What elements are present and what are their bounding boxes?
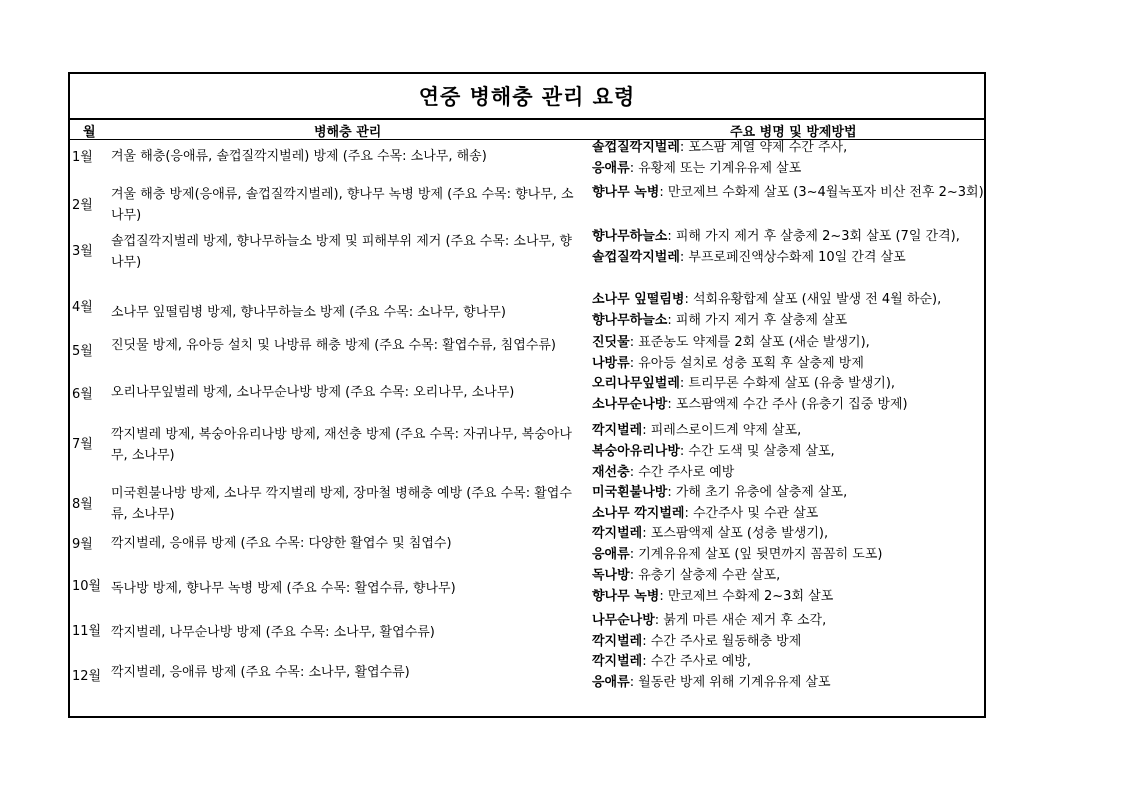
disease-name: 향나무하늘소: [592, 229, 668, 244]
method-line: [592, 158, 984, 179]
row-pest-management: 겨울 해충 방제(응애류, 솔껍질깍지벌레), 향나무 녹병 방제 (주요 수목: 향나무, 소나무): [111, 187, 574, 223]
row-method-detail: [592, 137, 984, 179]
method-line: [592, 247, 984, 268]
table-row: [70, 568, 984, 610]
method-line: [592, 482, 984, 503]
row-month: 9월: [72, 537, 93, 552]
method-line: [592, 310, 984, 331]
title-row: [70, 74, 984, 120]
method-text: : 포스팜 계열 약제 수간 주사,: [679, 140, 848, 155]
method-line: [592, 565, 984, 586]
method-text: : 피해 가지 제거 후 살충제 살포: [667, 313, 848, 328]
table-row: [70, 653, 984, 717]
row-method-detail: [592, 482, 984, 524]
method-text: : 부프로페진액상수화제 10일 간격 살포: [679, 250, 906, 265]
method-text: : 만코제브 수화제 2~3회 살포: [659, 589, 834, 604]
table-row: [70, 289, 984, 333]
method-text: : 유충기 살충제 수관 살포,: [629, 568, 781, 583]
disease-name: 소나무 깍지벌레: [592, 506, 685, 521]
row-method-detail: [592, 332, 984, 374]
row-method-detail: [592, 651, 984, 693]
pest-management-table: [68, 72, 986, 718]
table-row: [70, 610, 984, 653]
disease-name: 복숭아유리나방: [592, 444, 680, 459]
table-row: [70, 182, 984, 227]
method-line: [592, 373, 984, 394]
method-line: [592, 462, 984, 483]
disease-name: 미국흰불나방: [592, 485, 668, 500]
row-pest-management: 오리나무잎벌레 방제, 소나무순나방 방제 (주요 수목: 오리나무, 소나무): [111, 385, 515, 400]
method-text: : 포스팜액제 수간 주사 (유충기 집중 방제): [667, 397, 908, 412]
method-text: : 수간 주사로 예방: [629, 465, 735, 480]
method-line: [592, 226, 984, 247]
disease-name: 깍지벌레: [592, 634, 643, 649]
row-method-detail: [592, 182, 984, 203]
method-line: [592, 523, 984, 544]
method-text: : 수간 주사로 예방,: [642, 654, 752, 669]
disease-name: 응애류: [592, 547, 630, 562]
method-text: : 피레스로이드계 약제 살포,: [642, 423, 802, 438]
row-method-detail: [592, 610, 984, 652]
row-pest-management: 솔껍질깍지벌레 방제, 향나무하늘소 방제 및 피해부위 제거 (주요 수목: 소나무, 향나무): [111, 234, 572, 270]
method-text: : 월동란 방제 위해 기계유유제 살포: [629, 675, 831, 690]
method-line: [592, 137, 984, 158]
table-row: [70, 525, 984, 568]
table-row: [70, 483, 984, 525]
row-month: 10월: [72, 579, 102, 594]
disease-name: 깍지벌레: [592, 654, 643, 669]
table-row: [70, 333, 984, 375]
table-row: [70, 420, 984, 483]
row-method-detail: [592, 226, 984, 268]
method-line: [592, 182, 984, 203]
method-line: [592, 332, 984, 353]
row-pest-management: 깍지벌레 방제, 복숭아유리나방 방제, 재선충 방제 (주요 수목: 자귀나무, 복숭아나무, 소나무): [111, 427, 572, 463]
method-line: [592, 503, 984, 524]
row-method-detail: [592, 373, 984, 415]
disease-name: 깍지벌레: [592, 423, 643, 438]
method-text: : 유황제 또는 기계유유제 살포: [629, 161, 802, 176]
row-month: 7월: [72, 437, 93, 452]
disease-name: 재선충: [592, 465, 630, 480]
disease-name: 독나방: [592, 568, 630, 583]
page-title: 연중 병해충 관리 요령: [418, 85, 636, 109]
method-line: [592, 610, 984, 631]
row-month: 5월: [72, 344, 93, 359]
method-text: : 표준농도 약제를 2회 살포 (새순 발생기),: [629, 335, 870, 350]
disease-name: 나무순나방: [592, 613, 655, 628]
row-month: 1월: [72, 150, 93, 165]
row-month: 8월: [72, 497, 93, 512]
row-month: 6월: [72, 387, 93, 402]
disease-name: 진딧물: [592, 335, 630, 350]
row-method-detail: [592, 565, 984, 607]
row-method-detail: [592, 420, 984, 483]
disease-name: 오리나무잎벌레: [592, 376, 680, 391]
row-month: 12월: [72, 669, 102, 684]
disease-name: 나방류: [592, 356, 630, 371]
row-method-detail: [592, 523, 984, 565]
disease-name: 소나무 잎떨림병: [592, 292, 685, 307]
disease-name: 깍지벌레: [592, 526, 643, 541]
row-pest-management: 독나방 방제, 향나무 녹병 방제 (주요 수목: 활엽수류, 향나무): [111, 581, 456, 596]
table-row: [70, 227, 984, 289]
method-text: : 트리무론 수화제 살포 (유충 발생기),: [679, 376, 896, 391]
row-pest-management: 진딧물 방제, 유아등 설치 및 나방류 해충 방제 (주요 수목: 활엽수류, 침엽수류): [111, 338, 556, 353]
row-pest-management: 미국흰불나방 방제, 소나무 깍지벌레 방제, 장마철 병해충 예방 (주요 수목: 활엽수류, 소나무): [111, 486, 572, 522]
disease-name: 솔껍질깍지벌레: [592, 140, 680, 155]
method-text: : 포스팜액제 살포 (성충 발생기),: [642, 526, 829, 541]
method-line: [592, 631, 984, 652]
method-text: : 가해 초기 유충에 살충제 살포,: [667, 485, 848, 500]
method-line: [592, 672, 984, 693]
method-line: [592, 289, 984, 310]
method-line: [592, 651, 984, 672]
row-month: 4월: [72, 300, 93, 315]
disease-name: 향나무 녹병: [592, 589, 660, 604]
method-text: : 수간 도색 및 살충제 살포,: [679, 444, 835, 459]
method-text: : 수간주사 및 수관 살포: [684, 506, 819, 521]
row-month: 2월: [72, 198, 93, 213]
method-text: : 유아등 설치로 성충 포획 후 살충제 방제: [629, 356, 864, 371]
method-text: : 수간 주사로 월동해충 방제: [642, 634, 802, 649]
table-row: [70, 140, 984, 182]
method-line: [592, 420, 984, 441]
header-pest: 병해충 관리: [314, 125, 382, 140]
row-method-detail: [592, 289, 984, 331]
method-text: : 붉게 마른 새순 제거 후 소각,: [654, 613, 827, 628]
method-line: [592, 544, 984, 565]
method-text: : 석회유황합제 살포 (새잎 발생 전 4월 하순),: [684, 292, 942, 307]
row-pest-management: 깍지벌레, 응애류 방제 (주요 수목: 다양한 활엽수 및 침엽수): [111, 536, 452, 551]
row-pest-management: 깍지벌레, 응애류 방제 (주요 수목: 소나무, 활엽수류): [111, 665, 410, 680]
header-month: 월: [83, 125, 96, 140]
disease-name: 향나무 녹병: [592, 185, 660, 200]
disease-name: 솔껍질깍지벌레: [592, 250, 680, 265]
header-detail: 주요 병명 및 방제방법: [730, 125, 857, 140]
method-text: : 피해 가지 제거 후 살충제 2~3회 살포 (7일 간격),: [667, 229, 960, 244]
disease-name: 응애류: [592, 675, 630, 690]
row-month: 11월: [72, 624, 102, 639]
row-pest-management: 겨울 해충(응애류, 솔껍질깍지벌레) 방제 (주요 수목: 소나무, 해송): [111, 149, 487, 164]
disease-name: 소나무순나방: [592, 397, 668, 412]
method-line: [592, 586, 984, 607]
method-line: [592, 353, 984, 374]
method-text: : 기계유유제 살포 (잎 뒷면까지 꼼꼼히 도포): [629, 547, 883, 562]
method-line: [592, 394, 984, 415]
method-text: : 만코제브 수화제 살포 (3~4월녹포자 비산 전후 2~3회): [659, 185, 984, 200]
table-row: [70, 375, 984, 420]
row-pest-management: 소나무 잎떨림병 방제, 향나무하늘소 방제 (주요 수목: 소나무, 향나무): [111, 305, 506, 320]
disease-name: 향나무하늘소: [592, 313, 668, 328]
row-month: 3월: [72, 244, 93, 259]
method-line: [592, 441, 984, 462]
disease-name: 응애류: [592, 161, 630, 176]
row-pest-management: 깍지벌레, 나무순나방 방제 (주요 수목: 소나무, 활엽수류): [111, 625, 435, 640]
